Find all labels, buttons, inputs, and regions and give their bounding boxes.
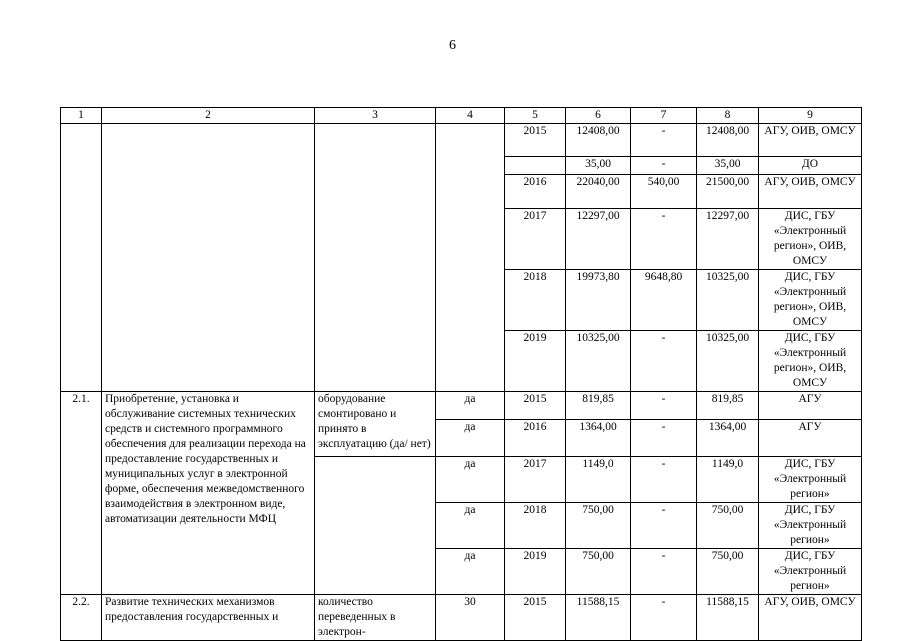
header-col-8: 8	[697, 108, 759, 124]
federal-cell: 540,00	[631, 175, 697, 209]
regional-cell: 11588,15	[697, 595, 759, 641]
executor-cell: ДИС, ГБУ «Электронный регион»	[759, 457, 862, 503]
executor-cell: АГУ, ОИВ, ОМСУ	[759, 175, 862, 209]
federal-cell: -	[631, 209, 697, 270]
header-col-2: 2	[102, 108, 315, 124]
regional-cell: 35,00	[697, 157, 759, 175]
executor-cell: ДИС, ГБУ «Электронный регион»	[759, 503, 862, 549]
executor-cell: АГУ, ОИВ, ОМСУ	[759, 124, 862, 157]
year-cell: 2019	[505, 549, 566, 595]
federal-cell: 9648,80	[631, 270, 697, 331]
total-cell: 750,00	[566, 549, 631, 595]
table-row	[61, 124, 862, 157]
federal-cell: -	[631, 503, 697, 549]
executor-cell: ДИС, ГБУ «Электронный регион», ОИВ, ОМСУ	[759, 209, 862, 270]
indicator-value-cell: да	[436, 503, 505, 549]
total-cell: 750,00	[566, 503, 631, 549]
indicator-value-cell: да	[436, 457, 505, 503]
regional-cell: 12408,00	[697, 124, 759, 157]
empty-cell-indicator	[315, 457, 436, 595]
item-name: Развитие технических механизмов предоставления государственных и	[102, 595, 315, 641]
page-number: 6	[449, 38, 456, 53]
total-cell: 11588,15	[566, 595, 631, 641]
item-indicator: количество переведенных в электрон-	[315, 595, 436, 641]
federal-cell: -	[631, 549, 697, 595]
regional-cell: 819,85	[697, 392, 759, 420]
empty-cell-indicator	[315, 124, 436, 392]
regional-cell: 750,00	[697, 549, 759, 595]
regional-cell: 10325,00	[697, 331, 759, 392]
program-table	[60, 107, 862, 641]
year-cell: 2016	[505, 175, 566, 209]
item-number: 2.2.	[61, 595, 102, 641]
total-cell: 12297,00	[566, 209, 631, 270]
federal-cell: -	[631, 157, 697, 175]
header-col-4: 4	[436, 108, 505, 124]
executor-cell: ДИС, ГБУ «Электронный регион»	[759, 549, 862, 595]
total-cell: 819,85	[566, 392, 631, 420]
header-col-7: 7	[631, 108, 697, 124]
header-col-6: 6	[566, 108, 631, 124]
empty-cell-value	[436, 124, 505, 392]
executor-cell: ДИС, ГБУ «Электронный регион», ОИВ, ОМСУ	[759, 270, 862, 331]
regional-cell: 10325,00	[697, 270, 759, 331]
federal-cell: -	[631, 124, 697, 157]
regional-cell: 1149,0	[697, 457, 759, 503]
year-cell: 2017	[505, 457, 566, 503]
header-col-9: 9	[759, 108, 862, 124]
total-cell: 12408,00	[566, 124, 631, 157]
federal-cell: -	[631, 457, 697, 503]
year-cell: 2015	[505, 392, 566, 420]
federal-cell: -	[631, 595, 697, 641]
executor-cell: ДИС, ГБУ «Электронный регион», ОИВ, ОМСУ	[759, 331, 862, 392]
executor-cell: АГУ, ОИВ, ОМСУ	[759, 595, 862, 641]
federal-cell: -	[631, 392, 697, 420]
executor-cell: АГУ	[759, 420, 862, 457]
total-cell: 1364,00	[566, 420, 631, 457]
year-cell: 2018	[505, 503, 566, 549]
regional-cell: 1364,00	[697, 420, 759, 457]
item-number: 2.1.	[61, 392, 102, 595]
header-col-5: 5	[505, 108, 566, 124]
regional-cell: 21500,00	[697, 175, 759, 209]
year-cell: 2017	[505, 209, 566, 270]
total-cell: 1149,0	[566, 457, 631, 503]
federal-cell: -	[631, 420, 697, 457]
empty-cell-number	[61, 124, 102, 392]
header-col-1: 1	[61, 108, 102, 124]
total-cell: 22040,00	[566, 175, 631, 209]
total-cell: 10325,00	[566, 331, 631, 392]
indicator-value-cell: да	[436, 549, 505, 595]
item-name: Приобретение, установка и обслуживание системных технических средств и системного программного обеспечения для реализации перехода на предоставление государственных и муниципальных услуг в электронной форме, обеспечения межведомственного взаимодействия в электронном виде, автоматизации деятельности МФЦ	[102, 392, 315, 595]
regional-cell: 750,00	[697, 503, 759, 549]
year-cell: 2016	[505, 420, 566, 457]
year-cell: 2019	[505, 331, 566, 392]
year-cell: 2018	[505, 270, 566, 331]
regional-cell: 12297,00	[697, 209, 759, 270]
empty-cell-name	[102, 124, 315, 392]
header-col-3: 3	[315, 108, 436, 124]
total-cell: 35,00	[566, 157, 631, 175]
header-row	[61, 108, 862, 124]
item-indicator: оборудование смонтировано и принято в эксплуатацию (да/ нет)	[315, 392, 436, 457]
indicator-value-cell: 30	[436, 595, 505, 641]
indicator-value-cell: да	[436, 420, 505, 457]
total-cell: 19973,80	[566, 270, 631, 331]
year-cell: 2015	[505, 124, 566, 157]
executor-cell: ДО	[759, 157, 862, 175]
table-row	[61, 392, 862, 420]
table-row	[61, 595, 862, 641]
year-cell	[505, 157, 566, 175]
year-cell: 2015	[505, 595, 566, 641]
executor-cell: АГУ	[759, 392, 862, 420]
indicator-value-cell: да	[436, 392, 505, 420]
federal-cell: -	[631, 331, 697, 392]
